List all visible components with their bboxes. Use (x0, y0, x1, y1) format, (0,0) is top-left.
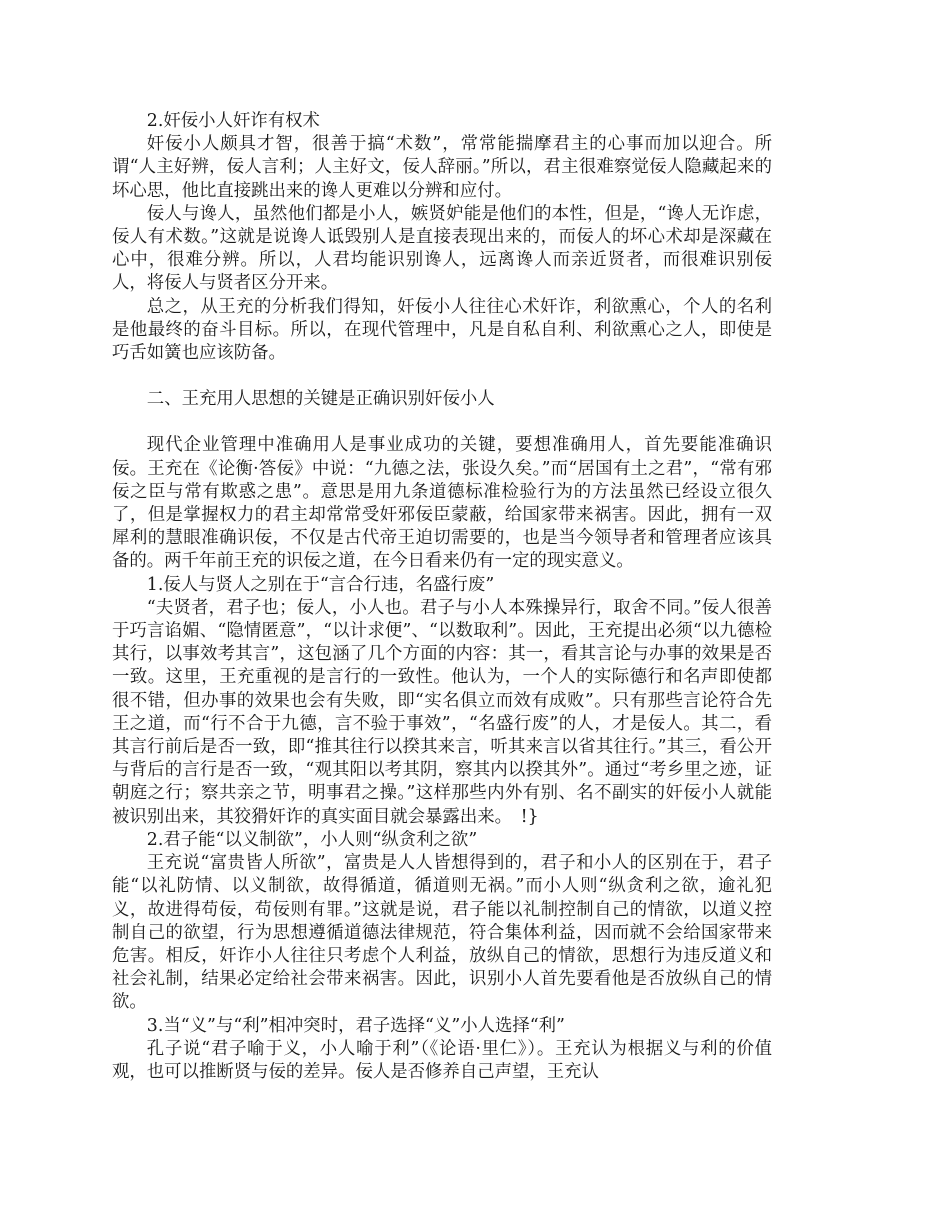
paragraph: 佞人与谗人，虽然他们都是小人，嫉贤妒能是他们的本性，但是，“谗人无诈虑，佞人有术数。”这就是说谗人诋毁别人是直接表现出来的，而佞人的坏心术却是深藏在心中，很难分辨。所以，人君均能识别谗人，远离谗人而亲近贤者，而很难识别佞人，将佞人与贤者区分开来。 (112, 203, 772, 294)
section-heading: 二、王充用人思想的关键是正确识别奸佞小人 (146, 389, 495, 410)
subsection-heading: 2.奸佞小人奸诈有权术 (146, 111, 320, 131)
spacer (112, 411, 772, 434)
paragraph: 总之，从王充的分析我们得知，奸佞小人往往心术奸诈，利欲熏心，个人的名利是他最终的奋斗目标。所以，在现代管理中，凡是自私自利、利欲熏心之人，即使是巧舌如簧也应该防备。 (112, 296, 772, 364)
paragraph: “夫贤者，君子也；佞人，小人也。君子与小人本殊操异行，取舍不同。”佞人很善于巧言谄媚、“隐情匿意”，“以计求便”、“以数取利”。因此，王充提出必须“以九德检其行，以事效考其言”，这包涵了几个方面的内容：其一，看其言论与办事的效果是否一致。这里，王充重视的是言行的一致性。他认为，一个人的实际德行和名声即使都很不错，但办事的效果也会有失败，即“实名俱立而效有成败”。只有那些言论符合先王之道，而“行不合于九德，言不验于事效”，“名盛行废”的人，才是佞人。其二，看其言行前后是否一致，即“推其往行以揆其来言，听其来言以省其往行。”其三，看公开与背后的言行是否一致，“观其阳以考其阴，察其内以揆其外”。通过“考乡里之迹，证朝庭之行；察共亲之节，明事君之操。”这样那些内外有别、名不副实的奸佞小人就能被识别出来，其狡猾奸诈的真实面目就会暴露出来。 !} (112, 597, 772, 827)
paragraph: 奸佞小人颇具才智，很善于搞“术数”，常常能揣摩君主的心事而加以迎合。所谓“人主好辨，佞人言利；人主好文，佞人辞丽。”所以，君主很难察觉佞人隐藏起来的坏心思，他比直接跳出来的谗人更难以分辨和应付。 (112, 134, 772, 201)
paragraph: 孔子说“君子喻于义，小人喻于利”（《论语·里仁》）。王充认为根据义与利的价值观，也可以推断贤与佞的差异。佞人是否修养自己声望，王充认 (112, 1038, 772, 1082)
spacer (112, 365, 772, 388)
subsection-heading: 3.当“义”与“利”相冲突时，君子选择“义”小人选择“利” (146, 1015, 565, 1036)
paragraph: 王充说“富贵皆人所欲”，富贵是人人皆想得到的，君子和小人的区别在于，君子能“以礼防情、以义制欲，故得循道，循道则无祸。”而小人则“纵贪利之欲，逾礼犯义，故进得苟佞，苟佞则有罪。”这就是说，君子能以礼制控制自己的情欲，以道义控制自己的欲望，行为思想遵循道德法律规范，符合集体利益，因而就不会给国家带来危害。相反，奸诈小人往往只考虑个人利益，放纵自己的情欲，思想行为违反道义和社会礼制，结果必定给社会带来祸害。因此，识别小人首先要看他是否放纵自己的情欲。 (112, 853, 772, 1013)
document-body (112, 110, 772, 1084)
subsection-heading: 2.君子能“以义制欲”，小人则“纵贪利之欲” (146, 829, 478, 850)
paragraph: 现代企业管理中准确用人是事业成功的关键，要想准确用人，首先要能准确识佞。王充在《论衡·答佞》中说：“九德之法，张设久矣。”而“居国有土之君”，“常有邪佞之臣与常有欺惑之患”。意思是用九条道德标准检验行为的方法虽然已经设立很久了，但是掌握权力的君主却常常受奸邪佞臣蒙蔽，给国家带来祸害。因此，拥有一双犀利的慧眼准确识佞，不仅是古代帝王迫切需要的，也是当今领导者和管理者应该具备的。两千年前王充的识佞之道，在今日看来仍有一定的现实意义。 (112, 435, 772, 572)
subsection-heading: 1.佞人与贤人之别在于“言合行违，名盛行废” (146, 574, 495, 595)
